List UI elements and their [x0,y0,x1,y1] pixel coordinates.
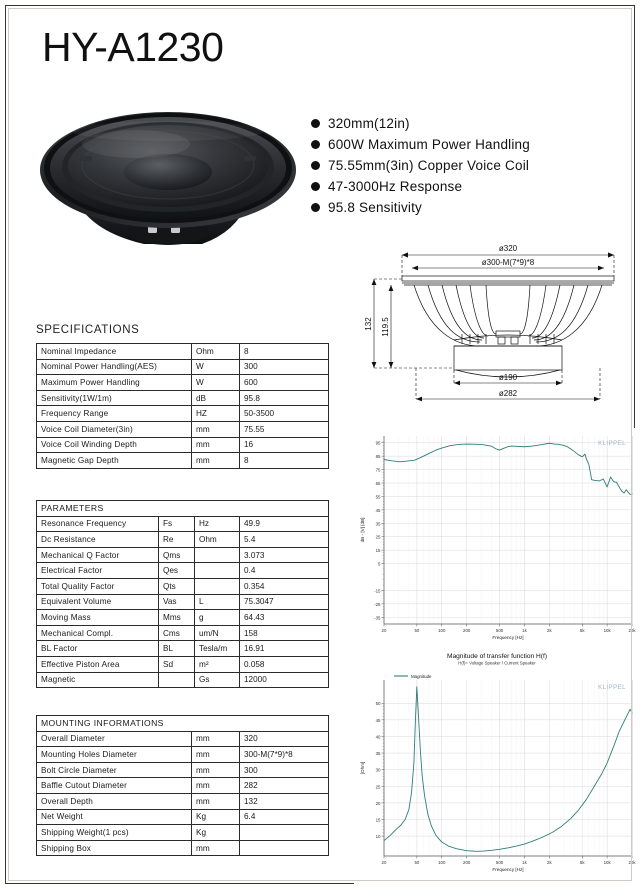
spec-value: 75.55 [240,421,329,437]
y-axis-tick-label: 95 [375,440,381,446]
chart-title: Magnitude of transfer function H(f) [446,653,548,660]
specifications-body [37,344,329,469]
specifications-table [36,343,329,469]
table-row [37,731,329,747]
table-row [37,625,329,641]
spec-value: 50-3500 [240,406,329,422]
mount-unit: Kg [192,825,240,841]
chart-subtitle: H(f)= Voltage Speaker / Current Speaker [458,660,536,666]
param-symbol: Sd [159,656,195,672]
dim-inner-depth: 119.5 [381,317,390,337]
mount-value: 282 [240,778,329,794]
x-axis-tick-label: 20k [628,628,636,633]
table-row [37,825,329,841]
param-value: 64.43 [240,610,329,626]
spec-unit: mm [192,453,240,469]
param-value: 12000 [240,672,329,688]
table-row [37,641,329,657]
y-axis-tick-label: 85 [375,454,381,460]
y-axis-tick-label: 20 [375,800,381,806]
param-value: 0.058 [240,656,329,672]
mount-unit: mm [192,731,240,747]
param-symbol: Fs [159,516,195,532]
dim-bolt-circle: ø300-M(7*9)*8 [481,258,535,267]
y-axis-tick-label: 35 [375,521,381,527]
frequency-response-svg [354,428,640,650]
y-axis-tick-label: 75 [375,467,381,473]
y-axis-tick-label: -15 [374,588,381,594]
x-axis-tick-label: 1k [522,628,527,633]
mount-value [240,825,329,841]
mount-value: 320 [240,731,329,747]
table-row [37,809,329,825]
speaker-dust-cap [124,154,212,190]
feature-list [311,114,611,219]
mounting-table [36,715,329,856]
dim-cutout-diameter: ø282 [498,389,518,398]
mount-unit: mm [192,747,240,763]
x-axis-tick-label: 5k [579,628,585,633]
y-axis-tick-label: 25 [375,534,381,540]
technical-drawing [358,234,638,412]
x-axis-tick-label: 20 [381,860,387,865]
param-symbol: Mms [159,610,195,626]
y-axis-tick-label: 5 [378,561,381,567]
y-axis-tick-label: 45 [375,717,381,723]
y-axis-tick-label: 10 [375,834,381,840]
specifications-heading: SPECIFICATIONS [36,324,140,336]
table-row [37,421,329,437]
x-axis-tick-label: 10k [603,860,611,865]
spec-unit: Ohm [192,344,240,360]
frequency-response-chart [354,428,640,650]
mount-value: 300-M(7*9)*8 [240,747,329,763]
bullet-icon [311,161,320,170]
table-row [37,437,329,453]
table-row [37,390,329,406]
parameters-body [37,501,329,688]
spec-value: 300 [240,359,329,375]
mount-name: Overall Depth [37,793,192,809]
y-axis-label: [Ohm] [360,761,365,775]
x-axis-tick-label: 500 [495,860,504,865]
table-row [37,375,329,391]
param-name: Resonance Frequency [37,516,159,532]
spec-value: 600 [240,375,329,391]
y-axis-tick-label: 45 [375,507,381,513]
table-row [37,594,329,610]
y-axis-tick-label: 15 [375,548,381,554]
feature-item: 320mm(12in) [311,114,611,132]
x-axis-label: Frequency [Hz] [492,867,524,872]
x-axis-tick-label: 50 [414,628,420,633]
y-axis-tick-label: -35 [374,615,381,621]
page-title: HY-A1230 [42,24,224,70]
feature-item: 600W Maximum Power Handling [311,135,611,153]
x-axis-tick-label: 200 [463,628,471,633]
bullet-icon [311,140,320,149]
spec-name: Maximum Power Handling [37,375,192,391]
param-name: Total Quality Factor [37,578,159,594]
param-symbol [159,672,195,688]
mount-unit: Kg [192,809,240,825]
table-row [37,778,329,794]
spec-name: Voice Coil Diameter(3in) [37,421,192,437]
mount-value [240,840,329,856]
table-row [37,840,329,856]
param-symbol: Cms [159,625,195,641]
param-value: 0.354 [240,578,329,594]
table-row [37,547,329,563]
y-axis-tick-label: 35 [375,751,381,757]
param-name: Moving Mass [37,610,159,626]
param-unit: Tesla/m [195,641,240,657]
x-axis-tick-label: 10k [603,628,611,633]
klippel-watermark: KLIPPEL [598,685,626,691]
x-axis-tick-label: 5k [579,860,585,865]
param-name: Magnetic [37,672,159,688]
param-symbol: BL [159,641,195,657]
table-row [37,344,329,360]
spec-unit: W [192,375,240,391]
param-symbol: Qes [159,563,195,579]
legend-label: Magnitude [411,674,432,679]
x-axis-tick-label: 20 [381,628,387,633]
parameters-heading-label: PARAMETERS [37,501,329,517]
x-axis-tick-label: 100 [438,860,446,865]
table-row [37,672,329,688]
feature-item: 47-3000Hz Response [311,177,611,195]
y-axis-tick-label: 30 [375,767,381,773]
spec-value: 95.8 [240,390,329,406]
mount-value: 132 [240,793,329,809]
param-unit [195,547,240,563]
param-unit: Hz [195,516,240,532]
x-axis-tick-label: 2k [547,860,552,865]
klippel-watermark: KLIPPEL [598,441,626,447]
mounting-body [37,716,329,856]
mount-name: Shipping Weight(1 pcs) [37,825,192,841]
y-axis-tick-label: 50 [375,701,381,707]
param-name: Dc Resistance [37,532,159,548]
spec-name: Voice Coil Winding Depth [37,437,192,453]
param-symbol: Qms [159,547,195,563]
y-axis-tick-label: 25 [375,784,381,790]
table-row [37,747,329,763]
param-unit: m² [195,656,240,672]
spec-unit: dB [192,390,240,406]
param-name: Mechanical Q Factor [37,547,159,563]
param-value: 3.073 [240,547,329,563]
table-row [37,578,329,594]
table-row [37,359,329,375]
dim-magnet-diameter: ø190 [498,373,518,382]
param-symbol: Vas [159,594,195,610]
table-row [37,610,329,626]
dim-overall-diameter: ø320 [498,244,518,253]
param-value: 16.91 [240,641,329,657]
spec-name: Magnetic Gap Depth [37,453,192,469]
bullet-icon [311,203,320,212]
table-row [37,762,329,778]
y-axis-tick-label: 40 [375,734,381,740]
spec-value: 16 [240,437,329,453]
bullet-icon [311,119,320,128]
param-value: 0.4 [240,563,329,579]
table-row [37,406,329,422]
x-axis-tick-label: 50 [414,860,420,865]
mount-value: 300 [240,762,329,778]
param-unit: Gs [195,672,240,688]
y-axis-tick-label: 55 [375,494,381,500]
param-symbol: Qts [159,578,195,594]
param-unit [195,563,240,579]
param-name: Electrical Factor [37,563,159,579]
x-axis-tick-label: 200 [463,860,471,865]
mount-unit: mm [192,762,240,778]
spec-unit: mm [192,421,240,437]
param-value: 158 [240,625,329,641]
parameters-heading [37,501,329,517]
parameters-table [36,500,329,688]
x-axis-tick-label: 2k [547,628,552,633]
spec-name: Nominal Power Handling(AES) [37,359,192,375]
spec-unit: W [192,359,240,375]
table-row [37,453,329,469]
page-frame [5,5,635,884]
mount-name: Overall Diameter [37,731,192,747]
table-row [37,656,329,672]
x-axis-tick-label: 100 [438,628,446,633]
spec-name: Frequency Range [37,406,192,422]
param-value: 5.4 [240,532,329,548]
param-unit: um/N [195,625,240,641]
y-axis-tick-label: 15 [375,817,381,823]
mounting-heading-label: MOUNTING INFORMATIONS [37,716,329,732]
param-unit: L [195,594,240,610]
feature-item: 95.8 Sensitivity [311,198,611,216]
param-symbol: Re [159,532,195,548]
y-axis-tick-label: -25 [374,601,381,607]
y-axis-tick-label: 65 [375,481,381,486]
mount-name: Shipping Box [37,840,192,856]
bullet-icon [311,182,320,191]
param-name: Effective Piston Area [37,656,159,672]
product-photo [32,104,304,252]
mount-name: Net Weight [37,809,192,825]
impedance-chart [354,646,640,884]
param-unit: Ohm [195,532,240,548]
spec-value: 8 [240,453,329,469]
param-name: Equivalent Volume [37,594,159,610]
mount-name: Mounting Holes Diameter [37,747,192,763]
table-row [37,563,329,579]
mount-name: Baffle Cutout Diameter [37,778,192,794]
mount-unit: mm [192,778,240,794]
impedance-magnitude-svg [354,646,640,884]
spec-name: Sensitivity(1W/1m) [37,390,192,406]
spec-value: 8 [240,344,329,360]
table-row [37,516,329,532]
param-value: 75.3047 [240,594,329,610]
param-unit: g [195,610,240,626]
mount-name: Bolt Circle Diameter [37,762,192,778]
mount-unit: mm [192,793,240,809]
param-unit [195,578,240,594]
spec-unit: HZ [192,406,240,422]
x-axis-tick-label: 500 [495,628,504,633]
param-name: Mechanical Compl. [37,625,159,641]
param-name: BL Factor [37,641,159,657]
spec-name: Nominal Impedance [37,344,192,360]
mount-unit: mm [192,840,240,856]
param-value: 49.9 [240,516,329,532]
mounting-heading [37,716,329,732]
feature-item: 75.55mm(3in) Copper Voice Coil [311,156,611,174]
table-row [37,793,329,809]
x-axis-tick-label: 20k [628,860,636,865]
y-axis-label: dB - [V] [dB] [360,517,365,543]
spec-unit: mm [192,437,240,453]
dim-overall-depth: 132 [364,317,373,331]
x-axis-label: Frequency [Hz] [492,635,524,640]
x-axis-tick-label: 1k [522,860,527,865]
table-row [37,532,329,548]
mount-value: 6.4 [240,809,329,825]
